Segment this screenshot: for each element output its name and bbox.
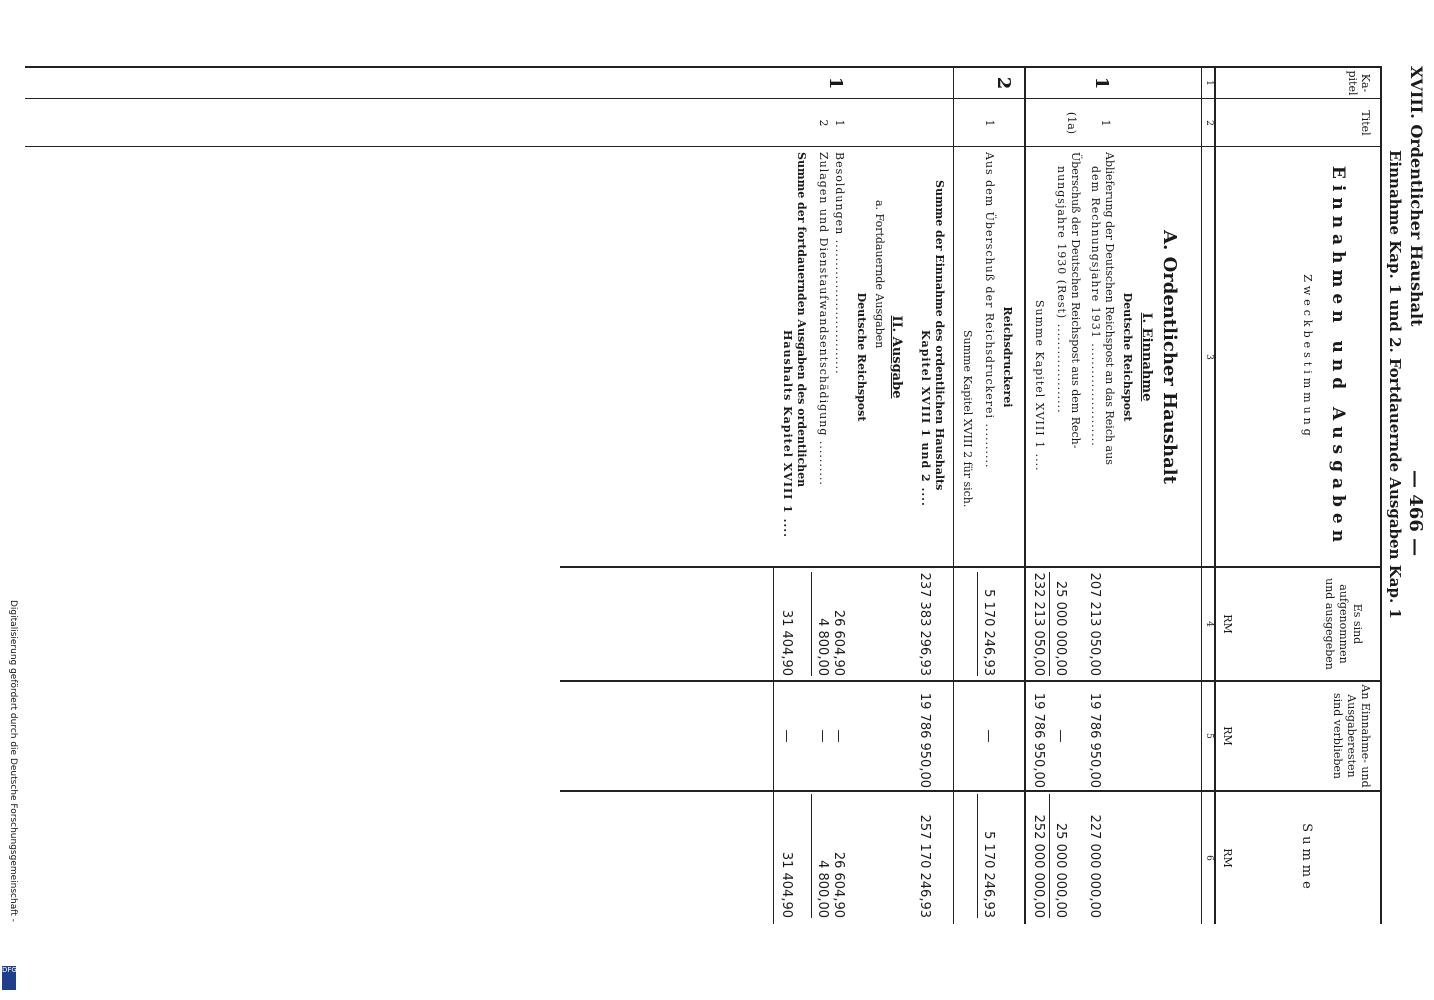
r2-titel: (1a) xyxy=(1065,111,1078,135)
col-sep-3 xyxy=(560,566,1380,568)
col-num-1: 1 xyxy=(1204,80,1214,86)
s2-text: Summe Kapitel XVIII 2 für sich. xyxy=(961,330,974,508)
header-bottom-rule xyxy=(1214,66,1216,924)
col-header-5: An Einnahme- und Ausgaberesten sind verblieben xyxy=(1331,684,1372,788)
r3-text: Aus dem Überschuß der Reichsdruckerei .......... xyxy=(983,152,996,469)
s1-text: Summe Kapitel XVIII 1 .... xyxy=(1033,300,1046,472)
r4-kapitel: 1 xyxy=(825,76,846,90)
s2-rule-6 xyxy=(977,794,978,918)
s4-c5: — xyxy=(779,729,794,743)
r1-c5: 19 786 950,00 xyxy=(1087,692,1102,788)
r2-c6: 25 000 000,00 xyxy=(1053,822,1068,918)
r3-c4: 5 170 246,93 xyxy=(981,589,996,676)
s3-c4: 237 383 296,93 xyxy=(917,572,932,676)
s4-text-2: Haushalts Kapitel XVIII 1 .... xyxy=(781,330,794,538)
r2-c5: — xyxy=(1053,729,1068,743)
s1-rule-4 xyxy=(1049,572,1050,676)
r2-c4: 25 000 000,00 xyxy=(1053,580,1068,676)
reichspost-heading-2: Deutsche Reichspost xyxy=(855,292,868,422)
s4-c6: 31 404,90 xyxy=(779,851,794,918)
page-number: — 466 — xyxy=(1405,470,1426,557)
r5-text-label: Zulagen und Dienstaufwandsentschädigung xyxy=(817,152,830,437)
r3-text-label: Aus dem Überschuß der Reichsdruckerei xyxy=(983,152,996,420)
block-1-rule xyxy=(1024,66,1026,924)
s1-rule-6 xyxy=(1049,794,1050,918)
r3-titel: 1 xyxy=(983,119,996,127)
unit-4: RM xyxy=(1221,614,1234,634)
s3-c6: 257 170 246,93 xyxy=(917,814,932,918)
r1-c6: 227 000 000,00 xyxy=(1087,814,1102,918)
r4-text-label: Besoldungen xyxy=(833,152,846,236)
s3-text-1: Summe der Einnahme des ordentlichen Haushalts xyxy=(933,180,946,491)
r5-titel: 2 xyxy=(817,119,830,127)
col-sep-5 xyxy=(560,790,1380,792)
r1-titel: 1 xyxy=(1099,119,1112,127)
s4-rule-6 xyxy=(811,794,812,918)
r4-c4: 26 604,90 xyxy=(831,609,846,676)
s4-rule-4 xyxy=(811,572,812,676)
r1-text-2: dem Rechnungsjahre 1931 ....................... xyxy=(1089,166,1102,447)
header-title: XVIII. Ordentlicher Haushalt xyxy=(1407,66,1426,327)
r1-text-1: Ablieferung der Deutschen Reichspost an das Reich aus xyxy=(1103,152,1116,465)
r5-c5: — xyxy=(815,729,830,743)
section-i-heading: I. Einnahme xyxy=(1139,312,1154,402)
r3-c6: 5 170 246,93 xyxy=(981,831,996,918)
table-left-rule xyxy=(25,66,1380,68)
s3-text-2-label: Kapitel XVIII 1 und 2 xyxy=(919,330,932,483)
r2-text-2: nungsjahre 1930 (Rest) .................... xyxy=(1055,166,1068,414)
credit-text: Digitalisierung gefördert durch die Deutsche Forschungsgemeinschaft - xyxy=(8,600,18,922)
unit-6: RM xyxy=(1221,848,1234,868)
col-header-4: Es sind aufgenommen und ausgegeben xyxy=(1323,578,1364,670)
col-header-titel: Titel xyxy=(1359,110,1372,136)
r5-text: Zulagen und Dienstaufwandsentschädigung .......... xyxy=(817,152,830,486)
r2-text-2-label: nungsjahre 1930 (Rest) xyxy=(1055,166,1068,320)
col-num-2: 2 xyxy=(1204,120,1214,126)
reichsdruckerei-heading: Reichsdruckerei xyxy=(1001,306,1014,408)
r3-c5: — xyxy=(981,729,996,743)
s4-text-2-label: Haushalts Kapitel XVIII 1 xyxy=(781,330,794,514)
s3-c5: 19 786 950,00 xyxy=(917,692,932,788)
s3-text-2: Kapitel XVIII 1 und 2 .... xyxy=(919,330,932,507)
s1-text-label: Summe Kapitel XVIII 1 xyxy=(1033,300,1046,450)
col-num-6: 6 xyxy=(1204,855,1214,861)
col-number-rule xyxy=(1201,66,1202,924)
r4-text: Besoldungen .............................. xyxy=(833,152,846,375)
r4-titel: 1 xyxy=(833,119,846,127)
r3-kapitel: 2 xyxy=(993,76,1014,90)
col-sep-4 xyxy=(560,680,1380,682)
header-subtitle: Einnahme Kap. 1 und 2. Fortdauernde Ausgaben Kap. 1 xyxy=(1386,150,1404,619)
section-ii-heading: II. Ausgabe xyxy=(889,315,904,399)
section-a-sub: a. Fortdauernde Ausgaben xyxy=(873,200,886,349)
col-num-3: 3 xyxy=(1204,354,1214,360)
digitization-credit xyxy=(2,600,22,990)
s1-c4: 232 213 050,00 xyxy=(1031,572,1046,676)
r1-c4: 207 213 050,00 xyxy=(1087,572,1102,676)
block-3-rule xyxy=(773,566,774,924)
dfg-logo-text: DFG xyxy=(2,966,17,974)
r2-text-1: Überschuß der Deutschen Reichspost aus dem Rech- xyxy=(1069,152,1082,449)
r5-c4: 4 800,00 xyxy=(815,618,830,676)
col-num-4: 4 xyxy=(1204,621,1214,627)
col-header-zweck: Zweckbestimmung xyxy=(1301,274,1314,440)
block-2-rule xyxy=(953,66,954,924)
section-a-heading: A. Ordentlicher Haushalt xyxy=(1159,230,1180,484)
r4-c5: — xyxy=(831,729,846,743)
r5-c6: 4 800,00 xyxy=(815,860,830,918)
col-sep-1 xyxy=(25,98,1380,99)
col-header-kapitel: Ka-pitel xyxy=(1346,70,1372,96)
s4-text-1: Summe der fortdauernden Ausgaben des ordentlichen xyxy=(795,152,808,488)
s2-rule-4 xyxy=(977,572,978,676)
dfg-logo-icon xyxy=(2,966,16,990)
col-num-5: 5 xyxy=(1204,733,1214,739)
r4-c6: 26 604,90 xyxy=(831,851,846,918)
s1-c6: 252 000 000,00 xyxy=(1031,814,1046,918)
col-header-main-title: Einnahmen und Ausgaben xyxy=(1328,165,1348,549)
reichspost-heading: Deutsche Reichspost xyxy=(1121,292,1134,422)
s4-c4: 31 404,90 xyxy=(779,609,794,676)
s1-c5: 19 786 950,00 xyxy=(1031,692,1046,788)
col-sep-2 xyxy=(25,146,1380,147)
r1-text-2-label: dem Rechnungsjahre 1931 xyxy=(1089,166,1102,339)
table-top-rule xyxy=(1380,66,1382,924)
col-header-6: Summe xyxy=(1299,823,1314,893)
r1-kapitel: 1 xyxy=(1091,76,1112,90)
unit-5: RM xyxy=(1221,726,1234,746)
